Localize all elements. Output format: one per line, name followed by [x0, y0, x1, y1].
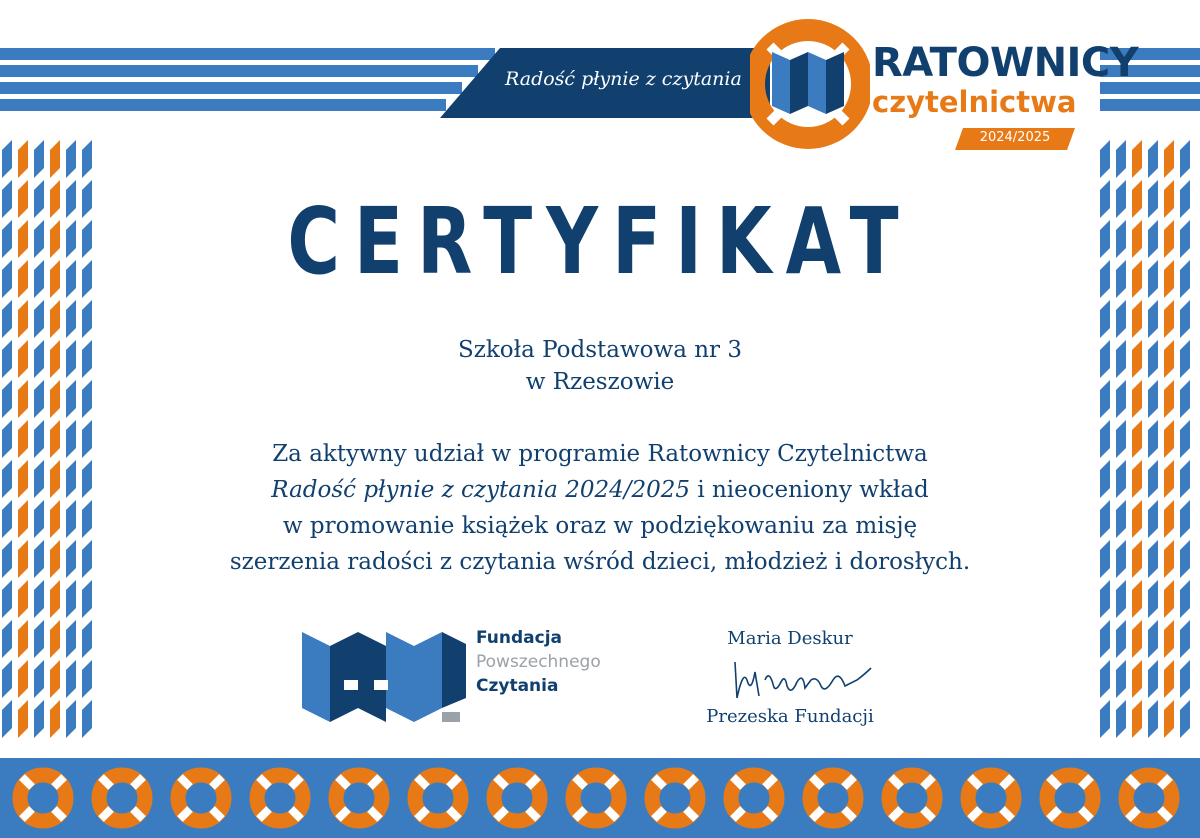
- lifebuoy-icon: [99, 775, 145, 821]
- lifebuoy-row: [0, 758, 1200, 838]
- program-name: Radość płynie z czytania 2024/2025: [271, 477, 691, 503]
- body-line-2-rest: i nieoceniony wkład: [690, 477, 929, 503]
- school-name: Szkoła Podstawowa nr 3: [457, 337, 742, 363]
- lifebuoy-icon: [494, 775, 540, 821]
- fpc-logo-icon: [300, 628, 470, 724]
- certificate-title: CERTYFIKAT: [287, 188, 913, 295]
- lifebuoy-icon: [731, 775, 777, 821]
- brand-year-text: 2024/2025: [979, 130, 1051, 145]
- foundation-name-line3: Czytania: [476, 676, 559, 696]
- body-line-2: [100, 472, 1100, 508]
- lifebuoy-icon: [1047, 775, 1093, 821]
- signer-name: Maria Deskur: [727, 628, 853, 649]
- lifebuoy-icon: [889, 775, 935, 821]
- lifebuoy-icon: [257, 775, 303, 821]
- body-line-4: szerzenia radości z czytania wśród dzieci, młodzież i dorosłych.: [229, 549, 971, 575]
- right-chevron-border: [1098, 138, 1200, 738]
- tagline-text: Radość płynie z czytania: [505, 68, 742, 90]
- lifebuoy-icon: [20, 775, 66, 821]
- lifebuoy-icon: [415, 775, 461, 821]
- lifebuoy-icon: [652, 775, 698, 821]
- lifebuoy-icon: [178, 775, 224, 821]
- lifebuoy-icon: [1126, 775, 1172, 821]
- body-line-3: w promowanie książek oraz w podziękowaniu za misję: [282, 513, 918, 539]
- lifebuoy-icon: [810, 775, 856, 821]
- school-city: w Rzeszowie: [525, 369, 675, 395]
- lifebuoy-icon: [968, 775, 1014, 821]
- lifebuoy-icon: [336, 775, 382, 821]
- signature-image: [725, 650, 875, 705]
- lifebuoy-icon: [573, 775, 619, 821]
- brand-title: RATOWNICY: [872, 40, 1139, 86]
- lifebuoy-logo-icon: [750, 14, 870, 154]
- body-line-1: Za aktywny udział w programie Ratownicy Czytelnictwa: [272, 441, 928, 467]
- left-chevron-border: [0, 138, 104, 738]
- foundation-name-line2: Powszechnego: [476, 652, 601, 672]
- brand-subtitle: czytelnictwa: [872, 85, 1077, 119]
- top-stripes-left: [0, 48, 495, 116]
- certificate-body: [100, 436, 1100, 580]
- foundation-name-line1: Fundacja: [476, 628, 562, 648]
- signer-role: Prezeska Fundacji: [706, 706, 874, 727]
